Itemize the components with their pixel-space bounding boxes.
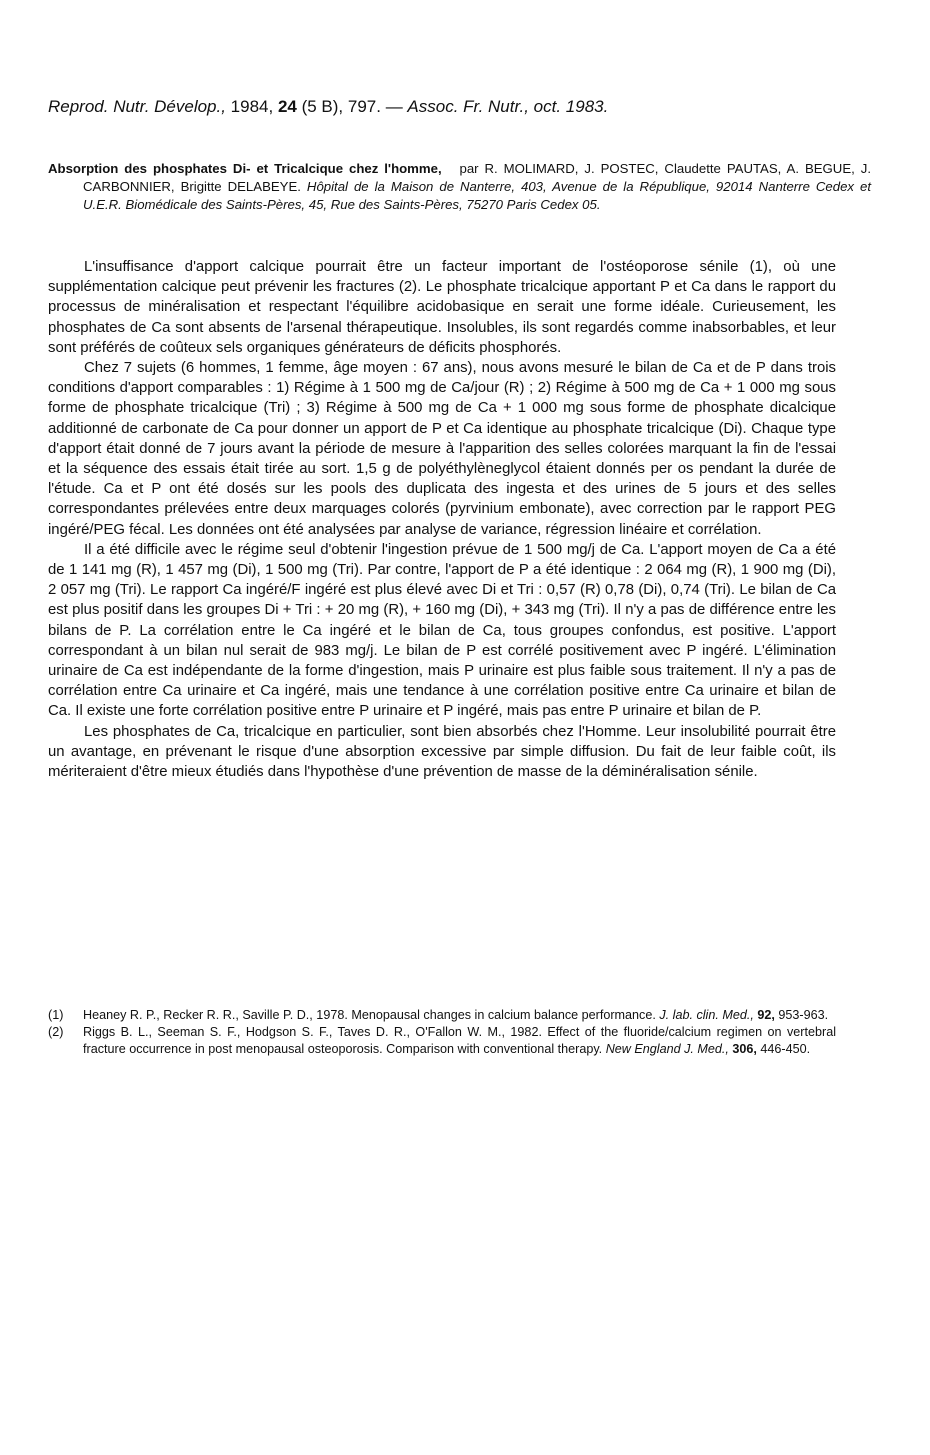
reference-volume: 306, — [728, 1042, 757, 1056]
article-heading — [48, 160, 871, 214]
reference-number: (1) — [48, 1008, 64, 1022]
reference-2 — [48, 1024, 836, 1058]
reference-text: Heaney R. P., Recker R. R., Saville P. D., 1978. Menopausal changes in calcium balance performance. — [83, 1008, 660, 1022]
body-paragraph-4: Les phosphates de Ca, tricalcique en particulier, sont bien absorbés chez l'Homme. Leur insolubilité pourrait être un avantage, en prévenant le risque d'une absorption excessive par simple diffusion. Du fait de leur faible coût, ils mériteraient d'être mieux étudiés dans l'hypothèse d'une prévention de masse de la déminéralisation sénile. — [48, 723, 836, 781]
journal-name: Reprod. Nutr. Dévelop., — [48, 97, 226, 116]
journal-volume: 24 — [277, 97, 297, 116]
journal-header — [48, 96, 888, 118]
reference-journal: J. lab. clin. Med., — [659, 1008, 754, 1022]
reference-volume: 92, — [753, 1008, 775, 1022]
reference-text: Riggs B. L., Seeman S. F., Hodgson S. F., Taves D. R., O'Fallon W. M., 1982. Effect of the fluoride/calcium regimen on vertebral fracture occurrence in post menopausal osteoporosis. Comparison with conventional therapy. — [83, 1025, 836, 1056]
article-body — [48, 257, 836, 782]
journal-year: 1984, — [225, 97, 278, 116]
reference-number: (2) — [48, 1025, 64, 1039]
body-paragraph-3: Il a été difficile avec le régime seul d'obtenir l'ingestion prévue de 1 500 mg/j de Ca. L'apport moyen de Ca a été de 1 141 mg (R), 1 457 mg (Di), 1 500 mg (Tri). Par contre, l'apport de P a été identique : 2 064 mg (R), 1 900 mg (Di), 2 057 mg (Tri). Le rapport Ca ingéré/F ingéré est plus élevé avec Di et Tri : 0,57 (R) 0,78 (Di), 0,74 (Tri). Le bilan de Ca est plus positif dans les groupes Di + Tri : + 20 mg (R), + 160 mg (Di), + 343 mg (Tri). Il n'y a pas de différence entre les bilans de P. La corrélation entre le Ca ingéré et le bilan de Ca, tous groupes confondus, est positive. L'apport correspondant à un bilan nul serait de 983 mg/j. Le bilan de P est corrélé positivement avec P ingéré. L'élimination urinaire de Ca est indépendante de la forme d'ingestion, mais P urinaire est plus faible sous traitement. Il n'y a pas de corrélation entre Ca urinaire et Ca ingéré, mais une tendance à une corrélation positive entre Ca urinaire et bilan de Ca. Il existe une forte corrélation positive entre P urinaire et P ingéré, mais pas entre P urinaire et bilan de P. — [48, 541, 836, 720]
article-title: Absorption des phosphates Di- et Tricalcique chez l'homme, — [48, 161, 442, 176]
body-paragraph-2: Chez 7 sujets (6 hommes, 1 femme, âge moyen : 67 ans), nous avons mesuré le bilan de Ca et de P dans trois conditions d'apport comparables : 1) Régime à 1 500 mg de Ca/jour (R) ; 2) Régime à 500 mg de Ca + 1 000 mg sous forme de phosphate tricalcique (Tri) ; 3) Régime à 500 mg de Ca + 1 000 mg sous forme de phosphate dicalcique additionné de carbonate de Ca pour donner un apport de P et Ca identique au phosphate tricalcique (Di). Chaque type d'apport était donné de 7 jours avant la période de mesure à l'apparition des selles colorées marquant la fin de l'essai et la séquence des essais était tirée au sort. 1,5 g de polyéthylèneglycol étaient donnés per os pendant la durée de l'étude. Ca et P ont été dosés sur les pools des duplicata des ingesta et des urines de 5 jours et des selles correspondantes prélevées entre deux marquages colorés (pyrvinium embonate), avec correction par le rapport PEG ingéré/PEG fécal. Les données ont été analysées par analyse de variance, régression linéaire et corrélation. — [48, 360, 836, 538]
journal-issue-pages: (5 B), 797. — — [296, 97, 408, 116]
references — [48, 1007, 836, 1058]
reference-1 — [48, 1007, 836, 1024]
body-paragraph-1: L'insuffisance d'apport calcique pourrait être un facteur important de l'ostéoporose sénile (1), où une supplémentation calcique peut prévenir les fractures (2). Le phosphate tricalcique apportant P et Ca dans le rapport du processus de minéralisation et respectant l'équilibre acidobasique en serait une forme idéale. Curieusement, les phosphates de Ca sont absents de l'arsenal thérapeutique. Insolubles, ils sont regardés comme inabsorbables, et leur sont préférés de coûteux sels organiques générateurs de déficits phosphorés. — [48, 259, 836, 356]
reference-pages: 953-963. — [774, 1008, 829, 1022]
reference-journal: New England J. Med., — [605, 1042, 729, 1056]
meeting-info: Assoc. Fr. Nutr., oct. 1983. — [407, 97, 609, 116]
reference-pages: 446-450. — [756, 1042, 811, 1056]
article-affiliation: Hôpital de la Maison de Nanterre, 403, Avenue de la République, 92014 Nanterre Cedex et U.E.R. Biomédicale des Saints-Pères, 45, Rue des Saints-Pères, 75270 Paris Cedex 05. — [83, 179, 872, 212]
article-authors: par R. MOLIMARD, J. POSTEC, Claudette PAUTAS, A. BEGUE, J. CARBONNIER, Brigitte DELABEYE. — [83, 161, 871, 194]
